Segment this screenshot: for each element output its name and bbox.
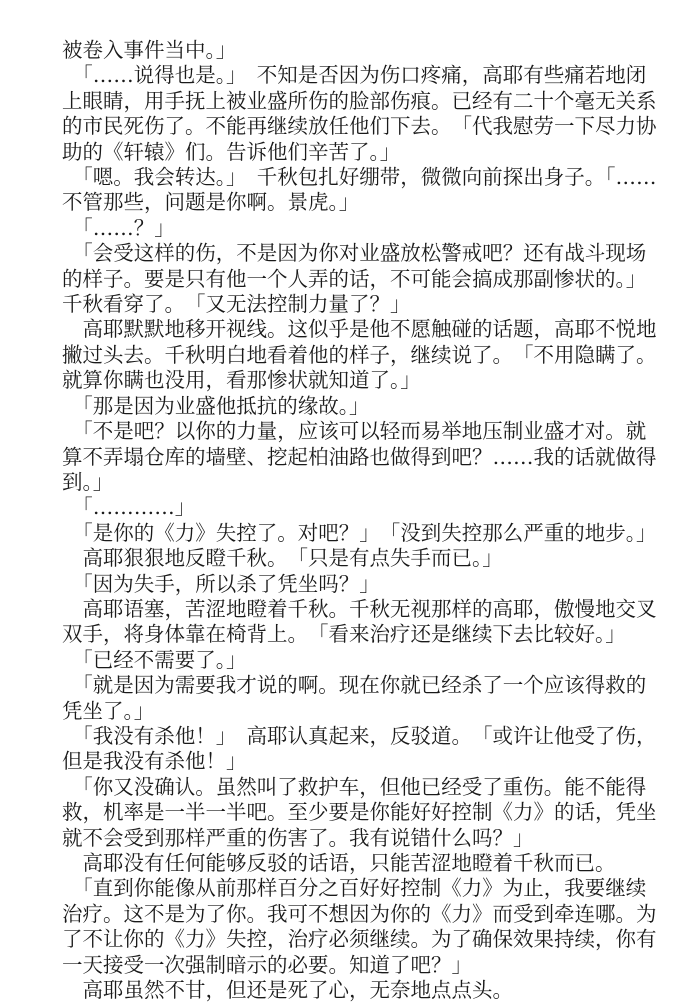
- paragraph-16: 「我没有杀他！」 高耶认真起来，反驳道。 「或许让他受了伤，但是我没有杀他！」: [62, 723, 657, 774]
- paragraph-19: 「直到你能像从前那样百分之百好好控制《力》为止，我要继续治疗。这不是为了你。我可不想因为你的《力》而受到牵连哪。为了不让你的《力》失控，治疗必须继续。为了确保效果持续，你有一天接受一次强制暗示的必要。知道了吧？」: [62, 876, 657, 977]
- paragraph-15: 「就是因为需要我才说的啊。现在你就已经杀了一个应该得救的凭坐了。」: [62, 673, 647, 723]
- paragraph-4: 「……？」: [62, 215, 175, 240]
- paragraph-9: 「…………」: [62, 495, 196, 520]
- paragraph-1: 被卷入事件当中。」: [62, 38, 237, 62]
- paragraph-13: 高耶语塞，苦涩地瞪着千秋。千秋无视那样的高耶，傲慢地交叉双手，将身体靠在椅背上。 「看来治疗还是继续下去比较好。」: [62, 596, 657, 647]
- paragraph-18: 高耶没有任何能够反驳的话语，只能苦涩地瞪着千秋而已。: [62, 851, 616, 875]
- paragraph-14: 「已经不需要了。」: [62, 647, 247, 672]
- paragraph-12: 「因为失手，所以杀了凭坐吗？」: [62, 571, 380, 596]
- paragraph-17: 「你又没确认。虽然叫了救护车，但他已经受了重伤。能不能得救，机率是一半一半吧。至少要是你能好好控制《力》的话，凭坐就不会受到那样严重的伤害了。我有说错什么吗？」: [62, 774, 657, 850]
- paragraph-11: 高耶狠狠地反瞪千秋。 「只是有点失手而已。」: [62, 546, 503, 571]
- paragraph-3: 「嗯。我会转达。」 千秋包扎好绷带，微微向前探出身子。「……不管那些，问题是你啊。景虎。」: [62, 165, 657, 215]
- paragraph-7: 「那是因为业盛他抵抗的缘故。」: [62, 393, 370, 418]
- paragraph-5: 「会受这样的伤，不是因为你对业盛放松警戒吧？还有战斗现场的样子。要是只有他一个人弄的话，不可能会搞成那副惨状的。」 千秋看穿了。 「又无法控制力量了？」: [62, 241, 657, 317]
- paragraph-8: 「不是吧？以你的力量，应该可以轻而易举地压制业盛才对。就算不弄塌仓库的墙壁、挖起柏油路也做得到吧？……我的话就做得到。」: [62, 419, 657, 494]
- paragraph-20: 高耶虽然不甘，但还是死了心，无奈地点点头。: [62, 978, 513, 1003]
- paragraph-2: 「……说得也是。」 不知是否因为伤口疼痛，高耶有些痛若地闭上眼睛，用手抚上被业盛所伤的脸部伤痕。已经有二十个毫无关系的市民死伤了。不能再继续放任他们下去。 「代我慰劳一下尽力协助的《轩辕》们。告诉他们辛苦了。」: [62, 63, 657, 164]
- paragraph-10: 「是你的《力》失控了。对吧？」 「没到失控那么严重的地步。」: [62, 520, 657, 545]
- paragraph-6: 高耶默默地移开视线。这似乎是他不愿触碰的话题，高耶不悦地撇过头去。千秋明白地看着他的样子，继续说了。 「不用隐瞒了。就算你瞒也没用，看那惨状就知道了。」: [62, 317, 657, 393]
- document-page: [62, 38, 662, 1003]
